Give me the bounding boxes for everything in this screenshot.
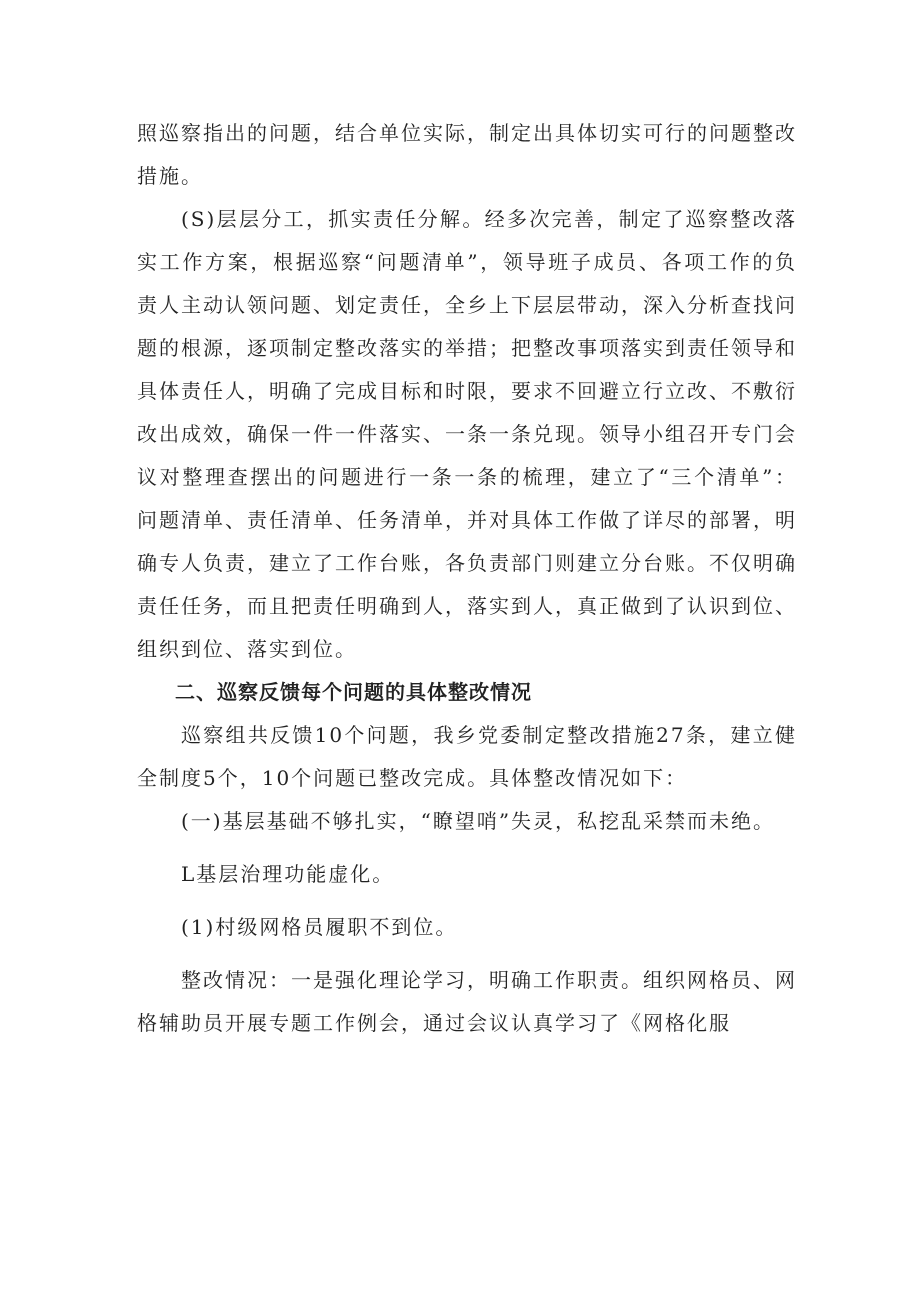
paragraph-continuation: 照巡察指出的问题，结合单位实际，制定出具体切实可行的问题整改措施。 — [137, 121, 797, 188]
subsection-heading: (一)基层基础不够扎实，“瞭望哨”失灵，私挖乱采禁而未绝。 — [181, 809, 776, 833]
paragraph-rectification: 整改情况：一是强化理论学习，明确工作职责。组织网格员、网格辅助员开展专题工作例会，通过会议认真学习了《网格化服 — [137, 968, 797, 1035]
document-body — [137, 112, 797, 1045]
sub-item-heading: (1)村级网格员履职不到位。 — [181, 915, 458, 939]
item-heading: L基层治理功能虚化。 — [181, 862, 395, 886]
section-heading: 二、巡察反馈每个问题的具体整改情况 — [175, 680, 532, 704]
paragraph-summary: 巡察组共反馈10个问题，我乡党委制定整改措施27条，建立健全制度5个，10个问题已整改完成。具体整改情况如下： — [137, 723, 797, 790]
paragraph-responsibility: (S)层层分工，抓实责任分解。经多次完善，制定了巡察整改落实工作方案，根据巡察“问题清单”，领导班子成员、各项工作的负责人主动认领问题、划定责任，全乡上下层层带动，深入分析查找问题的根源，逐项制定整改落实的举措；把整改事项落实到责任领导和具体责任人，明确了完成目标和时限，要求不回避立行立改、不敷衍改出成效，确保一件一件落实、一条一条兑现。领导小组召开专门会议对整理查摆出的问题进行一条一条的梳理，建立了“三个清单”：问题清单、责任清单、任务清单，并对具体工作做了详尽的部署，明确专人负责，建立了工作台账，各负责部门则建立分台账。不仅明确责任任务，而且把责任明确到人，落实到人，真正做到了认识到位、组织到位、落实到位。 — [137, 207, 797, 661]
